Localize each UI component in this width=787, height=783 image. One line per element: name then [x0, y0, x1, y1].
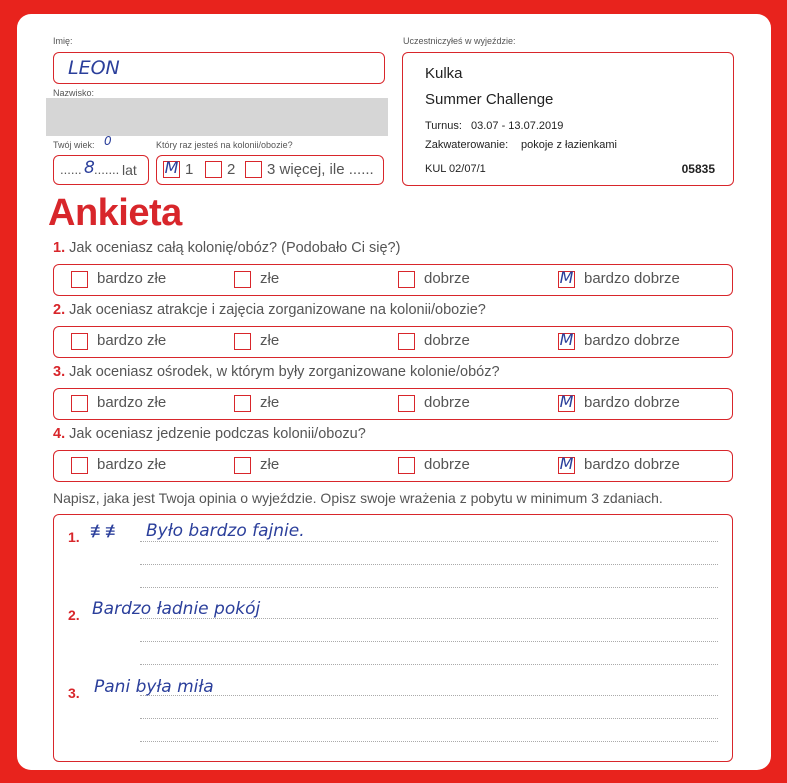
- rating-option-label: bardzo dobrze: [584, 332, 680, 349]
- dotted-line: [140, 641, 718, 642]
- rating-option-label: bardzo złe: [97, 270, 167, 287]
- dotted-line: [140, 718, 718, 719]
- opinion-text-2: Bardzo ładnie pokój: [92, 599, 261, 619]
- which-time-mark: M: [164, 158, 179, 177]
- question-label: Jak oceniasz atrakcje i zajęcia zorganizowane na kolonii/obozie?: [69, 302, 486, 318]
- dotted-line: [140, 664, 718, 665]
- opinion-num-3: 3.: [68, 685, 80, 701]
- which-time-checkbox-1[interactable]: [163, 158, 180, 178]
- dotted-line: [140, 695, 718, 696]
- rating-option-label: złe: [260, 456, 280, 473]
- rating-option-label: dobrze: [424, 394, 470, 411]
- age-tick-mark: 0: [104, 134, 112, 148]
- trip-program: Summer Challenge: [425, 91, 554, 108]
- opinion-prompt: Napisz, jaka jest Twoja opinia o wyjeździe. Opisz swoje wrażenia z pobytu w minimum 3 zdaniach.: [53, 490, 663, 506]
- check-mark: M: [559, 268, 574, 287]
- check-mark: M: [559, 392, 574, 411]
- rating-checkbox-2[interactable]: [234, 395, 251, 412]
- rating-checkbox-4[interactable]: [558, 392, 575, 412]
- rating-checkbox-3[interactable]: [398, 271, 415, 288]
- accommodation-value: pokoje z łazienkami: [521, 139, 617, 151]
- name-field[interactable]: [53, 52, 385, 84]
- which-time-opt1: 1: [185, 161, 194, 178]
- rating-checkbox-2[interactable]: [234, 333, 251, 350]
- which-time-opt3: 3 więcej, ile ......: [267, 161, 374, 178]
- which-time-checkbox-2[interactable]: [205, 161, 222, 178]
- rating-checkbox-4[interactable]: [558, 330, 575, 350]
- rating-checkbox-2[interactable]: [234, 271, 251, 288]
- age-handwriting: 8: [84, 158, 95, 178]
- question-3-options: [53, 388, 733, 420]
- rating-checkbox-3[interactable]: [398, 395, 415, 412]
- page-title: Ankieta: [48, 192, 182, 234]
- surname-label: Nazwisko:: [53, 88, 95, 98]
- rating-checkbox-3[interactable]: [398, 457, 415, 474]
- which-time-label: Który raz jesteś na kolonii/obozie?: [156, 140, 293, 150]
- which-time-field: [156, 155, 384, 185]
- turnus-label: Turnus:: [425, 120, 462, 132]
- dotted-line: [140, 541, 718, 542]
- question-label: Jak oceniasz jedzenie podczas kolonii/obozu?: [69, 426, 366, 442]
- participant-label: Uczestniczyłeś w wyjeździe:: [403, 36, 516, 46]
- question-number: 4.: [53, 426, 66, 442]
- question-label: Jak oceniasz całą kolonię/obóz? (Podobało Ci się?): [69, 240, 401, 256]
- rating-checkbox-4[interactable]: [558, 268, 575, 288]
- question-2-text: [53, 302, 486, 318]
- age-dots-right: .......: [94, 162, 120, 177]
- rating-option-label: bardzo złe: [97, 394, 167, 411]
- question-label: Jak oceniasz ośrodek, w którym były zorganizowane kolonie/obóz?: [69, 364, 500, 380]
- rating-checkbox-3[interactable]: [398, 333, 415, 350]
- which-time-checkbox-3[interactable]: [245, 161, 262, 178]
- rating-checkbox-2[interactable]: [234, 457, 251, 474]
- question-number: 2.: [53, 302, 66, 318]
- opinion-num-2: 2.: [68, 607, 80, 623]
- trip-number: 05835: [681, 162, 715, 176]
- rating-option-label: bardzo dobrze: [584, 270, 680, 287]
- rating-option-label: dobrze: [424, 456, 470, 473]
- accommodation-label: Zakwaterowanie:: [425, 139, 509, 151]
- rating-option-label: złe: [260, 332, 280, 349]
- question-number: 1.: [53, 240, 66, 256]
- opinion-text-1: Było bardzo fajnie.: [146, 521, 305, 541]
- age-label: Twój wiek:: [53, 140, 95, 150]
- scribble-mark: ≢≢: [90, 521, 120, 541]
- trip-name: Kulka: [425, 65, 463, 82]
- surname-redacted: [46, 98, 388, 136]
- question-3-text: [53, 364, 500, 380]
- rating-option-label: bardzo dobrze: [584, 456, 680, 473]
- rating-checkbox-4[interactable]: [558, 454, 575, 474]
- name-handwriting: LEON: [68, 57, 120, 79]
- which-time-opt2: 2: [227, 161, 236, 178]
- rating-checkbox-1[interactable]: [71, 333, 88, 350]
- opinion-num-1: 1.: [68, 529, 80, 545]
- trip-info-box: [402, 52, 734, 186]
- rating-checkbox-1[interactable]: [71, 395, 88, 412]
- dotted-line: [140, 741, 718, 742]
- opinion-box[interactable]: [53, 514, 733, 762]
- rating-option-label: dobrze: [424, 332, 470, 349]
- age-field[interactable]: [53, 155, 149, 185]
- question-1-text: [53, 240, 400, 256]
- age-unit: lat: [122, 162, 137, 178]
- name-label: Imię:: [53, 36, 73, 46]
- age-dots-left: ......: [60, 162, 82, 177]
- question-number: 3.: [53, 364, 66, 380]
- dotted-line: [140, 564, 718, 565]
- rating-option-label: bardzo dobrze: [584, 394, 680, 411]
- dotted-line: [140, 587, 718, 588]
- rating-checkbox-1[interactable]: [71, 271, 88, 288]
- question-1-options: [53, 264, 733, 296]
- question-2-options: [53, 326, 733, 358]
- rating-option-label: złe: [260, 394, 280, 411]
- turnus-value: 03.07 - 13.07.2019: [471, 120, 564, 132]
- opinion-text-3: Pani była miła: [94, 677, 214, 697]
- rating-option-label: bardzo złe: [97, 332, 167, 349]
- check-mark: M: [559, 454, 574, 473]
- question-4-text: [53, 426, 366, 442]
- rating-option-label: dobrze: [424, 270, 470, 287]
- question-4-options: [53, 450, 733, 482]
- trip-code: KUL 02/07/1: [425, 163, 486, 175]
- rating-option-label: bardzo złe: [97, 456, 167, 473]
- rating-checkbox-1[interactable]: [71, 457, 88, 474]
- rating-option-label: złe: [260, 270, 280, 287]
- check-mark: M: [559, 330, 574, 349]
